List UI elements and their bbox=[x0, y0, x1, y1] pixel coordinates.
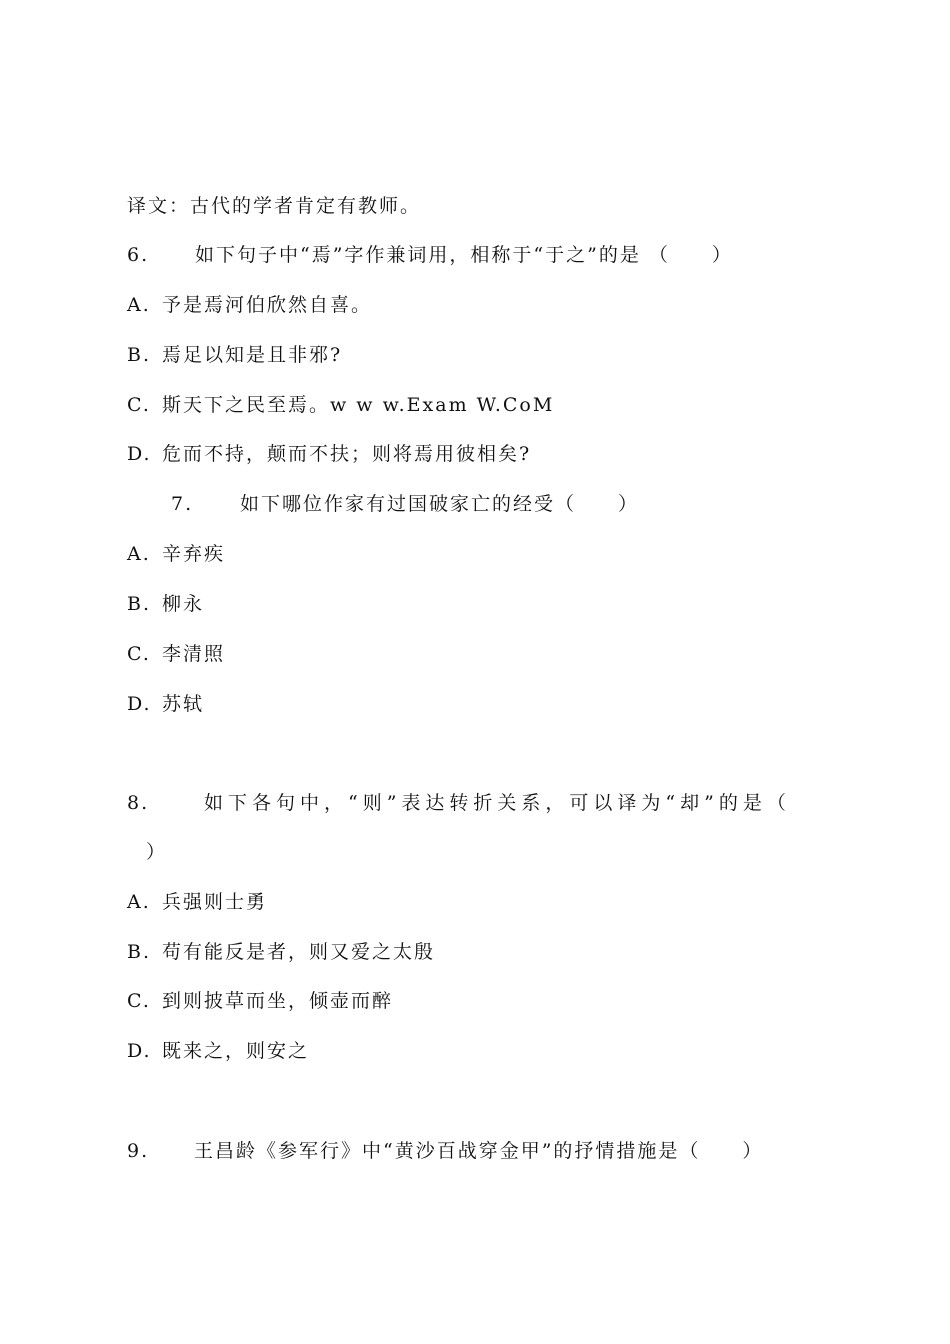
option-text: 予是焉河伯欣然自喜。 bbox=[162, 294, 373, 316]
option-a bbox=[127, 889, 267, 915]
option-b bbox=[127, 342, 342, 368]
option-d bbox=[127, 441, 531, 467]
option-letter: C. bbox=[127, 394, 151, 416]
option-letter: D. bbox=[127, 1040, 152, 1062]
question-7 bbox=[171, 491, 639, 517]
question-8-continuation: ） bbox=[146, 841, 168, 863]
option-text: 斯天下之民至焉。w w w.Exam W.CoM bbox=[162, 394, 555, 416]
question-text: 如下各句中，“则”表达转折关系，可以译为“却”的是（ bbox=[204, 792, 791, 814]
option-text: 兵强则士勇 bbox=[162, 891, 268, 913]
option-letter: A. bbox=[127, 294, 151, 316]
option-letter: B. bbox=[127, 593, 152, 615]
option-letter: C. bbox=[127, 990, 151, 1012]
question-number: 9. bbox=[127, 1140, 150, 1162]
option-text: 苏轼 bbox=[162, 693, 205, 715]
option-text: 辛弃疾 bbox=[162, 543, 226, 565]
option-a bbox=[127, 292, 372, 318]
question-text: 如下句子中“焉”字作兼词用，相称于“于之”的是 （ ） bbox=[195, 244, 733, 266]
question-text: 王昌龄《参军行》中“黄沙百战穿金甲”的抒情措施是（ ） bbox=[194, 1140, 764, 1162]
option-text: 既来之，则安之 bbox=[162, 1040, 310, 1062]
option-letter: A. bbox=[127, 543, 151, 565]
question-9 bbox=[127, 1138, 763, 1164]
option-c bbox=[127, 988, 393, 1014]
option-c bbox=[127, 392, 554, 418]
question-number: 8. bbox=[127, 792, 150, 814]
option-text: 柳永 bbox=[162, 593, 205, 615]
translation-line: 译文：古代的学者肯定有教师。 bbox=[127, 195, 422, 217]
option-text: 危而不持，颠而不扶；则将焉用彼相矣? bbox=[162, 443, 532, 465]
question-number: 6. bbox=[127, 244, 150, 266]
option-text: 焉足以知是且非邪? bbox=[162, 344, 343, 366]
option-b bbox=[127, 591, 204, 617]
option-letter: B. bbox=[127, 941, 152, 963]
option-text: 李清照 bbox=[162, 643, 226, 665]
option-a bbox=[127, 541, 225, 567]
option-text: 到则披草而坐，倾壶而醉 bbox=[162, 990, 394, 1012]
option-b bbox=[127, 939, 435, 965]
option-letter: B. bbox=[127, 344, 152, 366]
option-text: 苟有能反是者，则又爱之太殷 bbox=[162, 941, 436, 963]
option-d bbox=[127, 1038, 309, 1064]
option-letter: D. bbox=[127, 693, 152, 715]
option-c bbox=[127, 641, 225, 667]
question-text: 如下哪位作家有过国破家亡的经受（ ） bbox=[240, 493, 640, 515]
option-letter: C. bbox=[127, 643, 151, 665]
question-8 bbox=[127, 790, 791, 816]
option-d bbox=[127, 691, 204, 717]
option-letter: D. bbox=[127, 443, 152, 465]
question-number: 7. bbox=[171, 493, 194, 515]
option-letter: A. bbox=[127, 891, 151, 913]
question-6 bbox=[127, 242, 733, 268]
